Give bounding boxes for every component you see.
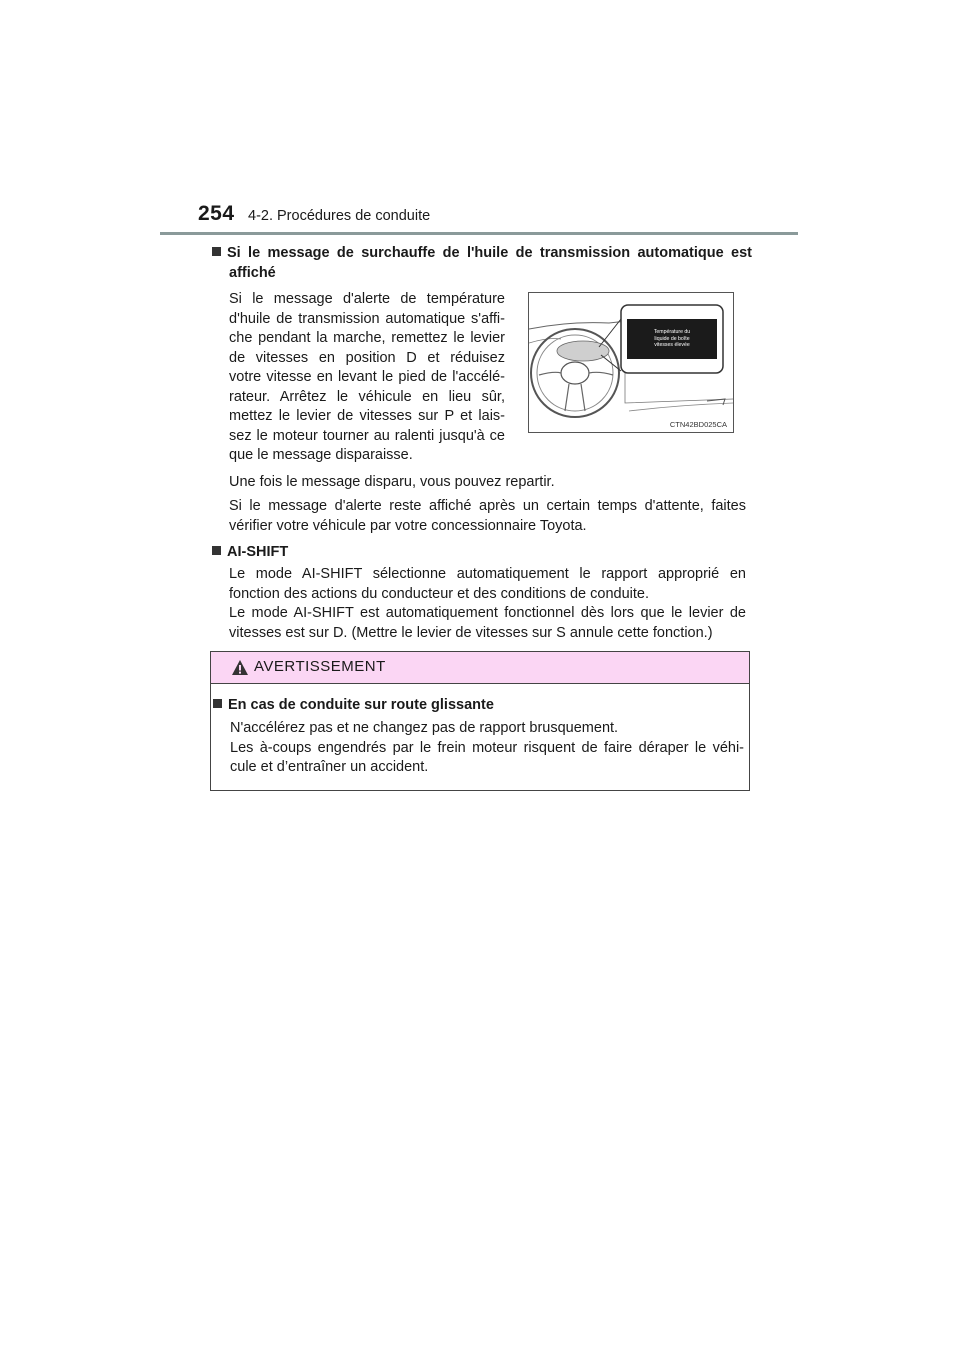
warning-text: N'accélérez pas et ne changez pas de rapport brusquement. Les à-coups engendrés par le frein moteur risquent de faire déraper le véhi- cule et d’entraîner un accident. [230,720,744,775]
aishift-heading: AI-SHIFT [212,542,288,562]
warning-title: AVERTISSEMENT [254,658,386,675]
dashboard-illustration [528,292,734,433]
header-rule [160,232,798,235]
steering-wheel-illustration [529,293,733,432]
figure-code: CTN42BD025CA [669,420,727,429]
square-bullet-icon [212,546,221,555]
overheat-paragraph-2: Une fois le message disparu, vous pouvez repartir. [229,474,555,490]
square-bullet-icon [212,247,221,256]
callout-message: Température du liquide de boîte vitesses élevée [653,329,691,348]
warning-header [211,652,749,684]
warning-triangle-icon [231,659,249,676]
overheat-heading: Si le message de surchauffe de l'huile de transmission automatique est affiché [212,243,752,283]
overheat-paragraph-1: Si le message d'alerte de température d'huile de transmission automatique s'affi- che pendant la marche, remettez le levier de vitesses en position D et réduisez votre vitesse en levant le pied de l'accélé- rateur. Arrêtez le véhicule en lieu sûr, mettez le levier de vitesses sur P et lais- sez le moteur tourner au ralenti jusqu'à ce que le message disparaisse. [229,291,505,463]
aishift-paragraph: Le mode AI-SHIFT sélectionne automatiquement le rapport approprié en fonction des actions du conducteur et des conditions de conduite. Le mode AI-SHIFT est automatiquement fonctionnel dès lors que le levier de vitesses est sur D. (Mettre le levier de vitesses sur S annule cette fonction.) [229,566,746,641]
warning-heading: En cas de conduite sur route glissante [213,695,494,715]
page-number: 254 [198,202,235,225]
overheat-paragraph-3: Si le message d'alerte reste affiché après un certain temps d'attente, faites vérifier votre véhicule par votre concessionnaire Toyota. [229,498,746,534]
section-title: 4-2. Procédures de conduite [248,208,431,224]
square-bullet-icon [213,699,222,708]
warning-box [210,651,750,791]
